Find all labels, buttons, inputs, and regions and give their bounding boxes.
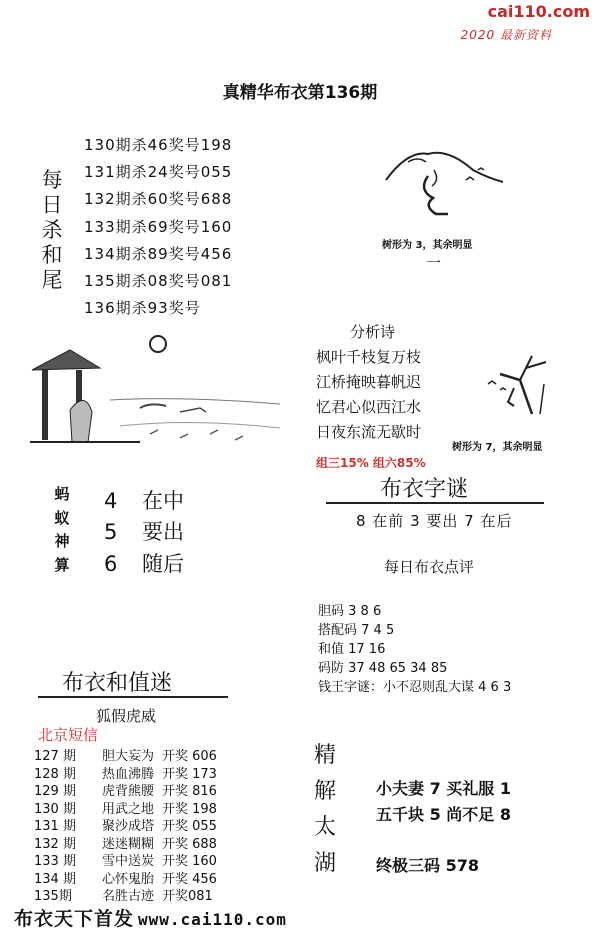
label-char: 和 [41, 243, 63, 267]
list-item [34, 801, 217, 819]
riddle-divider [326, 502, 544, 504]
kill-line: 131期杀24奖号055 [84, 163, 233, 182]
result: 开奖 816 [162, 784, 217, 799]
label-char: 解 [313, 779, 336, 804]
ant-text: 随后 [142, 552, 184, 576]
list-item [34, 748, 217, 766]
site-watermark: cai110.com [487, 2, 590, 21]
period: 130 期 [34, 801, 76, 817]
poem-line: 江桥掩映暮帆迟 [316, 373, 422, 391]
kill-line: 130期杀46奖号198 [84, 136, 233, 154]
top-picture-caption: 树形为 3，其余明显 [382, 240, 473, 251]
ant-text: 要出 [142, 520, 184, 544]
result: 开奖 456 [162, 871, 217, 887]
riddle-title: 布衣字谜 [380, 477, 469, 502]
list-item [34, 818, 217, 836]
mountain-sketch [378, 140, 508, 220]
poem-line: 忆君心似西江水 [316, 398, 422, 416]
slogan: 2020 最新资料 [460, 28, 552, 42]
value-riddle-title: 布衣和值迷 [62, 671, 173, 696]
ant-number: 6 [104, 552, 118, 576]
label-char: 湖 [313, 851, 336, 876]
period: 135期 [34, 889, 72, 904]
label-char: 算 [54, 555, 70, 574]
kill-line: 135期杀08奖号081 [84, 272, 233, 291]
result: 开奖 688 [162, 836, 217, 852]
label-char: 神 [54, 532, 70, 550]
period: 128 期 [34, 766, 76, 782]
top-picture-mark: 一 [426, 254, 442, 272]
ant-row [104, 516, 184, 546]
value-riddle-divider [38, 696, 228, 698]
review-title: 每日布衣点评 [384, 558, 475, 576]
period: 132 期 [34, 836, 76, 852]
daily-kill-label [40, 168, 64, 293]
phrase: 胆大妄为 [102, 749, 155, 764]
solve-label [312, 738, 338, 882]
review-list [318, 602, 511, 697]
footer-banner [14, 904, 287, 931]
poem-title: 分析诗 [350, 323, 396, 341]
label-char: 精 [313, 743, 336, 768]
ant-number: 4 [104, 489, 118, 513]
review-line: 胆码 3 8 6 [318, 604, 382, 619]
period: 133 期 [34, 854, 76, 869]
review-line: 码防 37 48 65 34 85 [318, 661, 448, 676]
period: 129 期 [34, 784, 76, 799]
ant-row [104, 485, 184, 515]
value-riddle-subtitle: 狐假虎威 [96, 707, 157, 725]
result: 开奖081 [162, 889, 213, 904]
review-line: 钱王字谜：小不忍则乱大谋 4 6 3 [318, 680, 512, 695]
solve-line: 小夫妻 7 买礼服 1 [376, 779, 511, 798]
result: 开奖 198 [162, 801, 217, 817]
review-line: 搭配码 7 4 5 [318, 623, 395, 638]
poem-line: 日夜东流无歇时 [316, 423, 422, 441]
label-char: 日 [41, 193, 63, 217]
period: 134 期 [34, 871, 76, 887]
page-title: 真精华布衣第136期 [222, 83, 378, 103]
poem-line: 枫叶千枝复万枝 [316, 348, 422, 366]
right-picture-caption: 树形为 7，其余明显 [452, 442, 543, 453]
landscape-sketch [30, 330, 290, 462]
review-line: 和值 17 16 [318, 642, 386, 657]
result: 开奖 055 [162, 819, 217, 834]
kill-line: 133期杀69奖号160 [84, 217, 233, 236]
final-three-codes: 终极三码 578 [376, 856, 479, 875]
combo-percent: 组三15% 组六85% [316, 456, 426, 470]
result: 开奖 173 [162, 766, 217, 782]
riddle-text: 8 在前 3 要出 7 在后 [356, 512, 513, 530]
list-item [34, 783, 217, 801]
list-item [34, 871, 217, 889]
result: 开奖 160 [162, 854, 217, 869]
analysis-poem [316, 320, 421, 445]
beijing-title: 北京短信 [38, 726, 99, 744]
list-item [34, 836, 217, 854]
phrase: 聚沙成塔 [102, 819, 155, 834]
label-char: 尾 [41, 268, 63, 292]
beijing-list [34, 748, 217, 904]
kill-line: 136期杀93奖号 [84, 299, 201, 318]
phrase: 雪中送炭 [102, 854, 155, 869]
phrase: 心怀鬼胎 [102, 871, 155, 887]
solve-line: 五千块 5 尚不足 8 [376, 805, 511, 824]
ant-row [104, 548, 184, 578]
label-char: 蚁 [54, 508, 70, 527]
ant-text: 在中 [142, 489, 184, 513]
label-char: 杀 [41, 218, 63, 242]
ant-number: 5 [104, 520, 118, 544]
kill-line: 132期杀60奖号688 [84, 190, 233, 209]
daily-kill-list [84, 132, 232, 322]
footer-text: 布衣天下首发 [14, 908, 135, 930]
label-char: 太 [313, 815, 336, 840]
phrase: 虎背熊腰 [102, 784, 155, 799]
result: 开奖 606 [162, 749, 217, 764]
phrase: 迷迷糊糊 [102, 836, 155, 852]
label-char: 蚂 [54, 485, 70, 503]
ant-label [52, 483, 72, 577]
kill-line: 134期杀89奖号456 [84, 244, 233, 263]
list-item [34, 853, 217, 871]
list-item [34, 766, 217, 784]
list-item [34, 888, 217, 906]
label-char: 每 [41, 168, 63, 192]
period: 131 期 [34, 819, 76, 834]
phrase: 名胜古迹 [102, 889, 155, 904]
phrase: 热血沸腾 [102, 766, 155, 782]
tree-sketch [470, 344, 570, 424]
footer-url[interactable]: www.cai110.com [138, 910, 287, 929]
period: 127 期 [34, 749, 76, 764]
phrase: 用武之地 [102, 801, 155, 817]
